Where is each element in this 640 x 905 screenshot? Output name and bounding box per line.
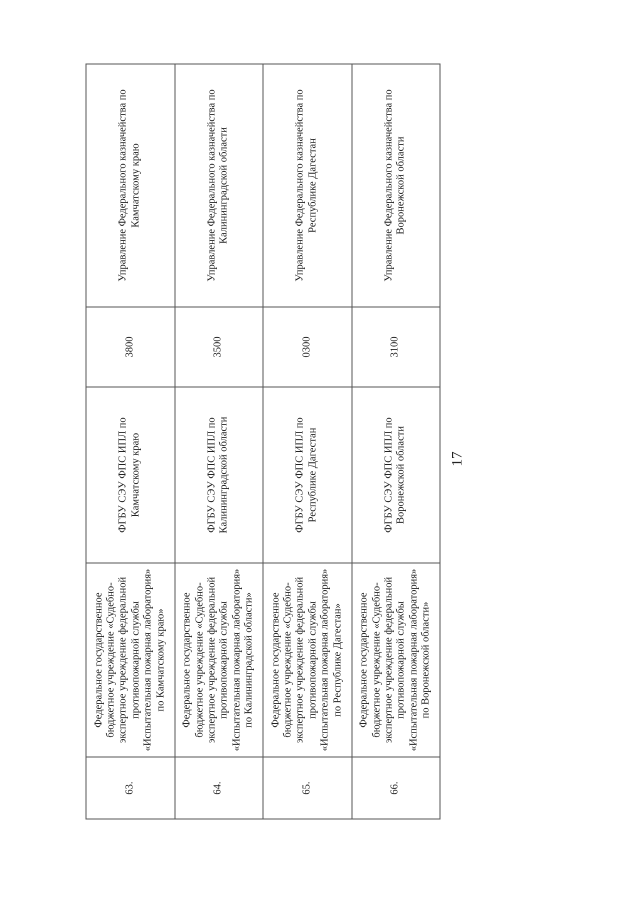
treasury-cell: Управление Федерального казначейства по Воронежской области [352, 64, 441, 307]
full-name-cell: Федеральное государственное бюджетное учреждение «Судебно-экспертное учреждение федеральной противопожарной службы «Испытательная пожарная лаборатория» по Республике Дагестан» [263, 563, 352, 757]
row-number: 66. [352, 757, 441, 819]
page-number: 17 [449, 451, 466, 467]
short-name-cell: ФГБУ СЭУ ФПС ИПЛ по Республике Дагестан [263, 387, 352, 563]
row-number: 63. [86, 757, 175, 819]
full-name-cell: Федеральное государственное бюджетное учреждение «Судебно-экспертное учреждение федеральной противопожарной службы «Испытательная пожарная лаборатория» по Воронежской области» [352, 563, 441, 757]
code-cell: 0300 [263, 307, 352, 387]
institutions-table [86, 64, 441, 820]
short-name-cell: ФГБУ СЭУ ФПС ИПЛ по Камчатскому краю [86, 387, 175, 563]
row-number: 65. [263, 757, 352, 819]
table-row [86, 64, 175, 819]
institutions-table-wrapper [86, 65, 441, 820]
row-number: 64. [175, 757, 264, 819]
code-cell: 3100 [352, 307, 441, 387]
table-row [352, 64, 441, 819]
full-name-cell: Федеральное государственное бюджетное учреждение «Судебно-экспертное учреждение федеральной противопожарной службы «Испытательная пожарная лаборатория» по Калининградской области» [175, 563, 264, 757]
code-cell: 3500 [175, 307, 264, 387]
table-row [263, 64, 352, 819]
treasury-cell: Управление Федерального казначейства по Республике Дагестан [263, 64, 352, 307]
treasury-cell: Управление Федерального казначейства по Камчатскому краю [86, 64, 175, 307]
full-name-cell: Федеральное государственное бюджетное учреждение «Судебно-экспертное учреждение федеральной противопожарной службы «Испытательная пожарная лаборатория» по Камчатскому краю» [86, 563, 175, 757]
code-cell: 3800 [86, 307, 175, 387]
treasury-cell: Управление Федерального казначейства по Калининградской области [175, 64, 264, 307]
short-name-cell: ФГБУ СЭУ ФПС ИПЛ по Воронежской области [352, 387, 441, 563]
table-row [175, 64, 264, 819]
short-name-cell: ФГБУ СЭУ ФПС ИПЛ по Калининградской области [175, 387, 264, 563]
